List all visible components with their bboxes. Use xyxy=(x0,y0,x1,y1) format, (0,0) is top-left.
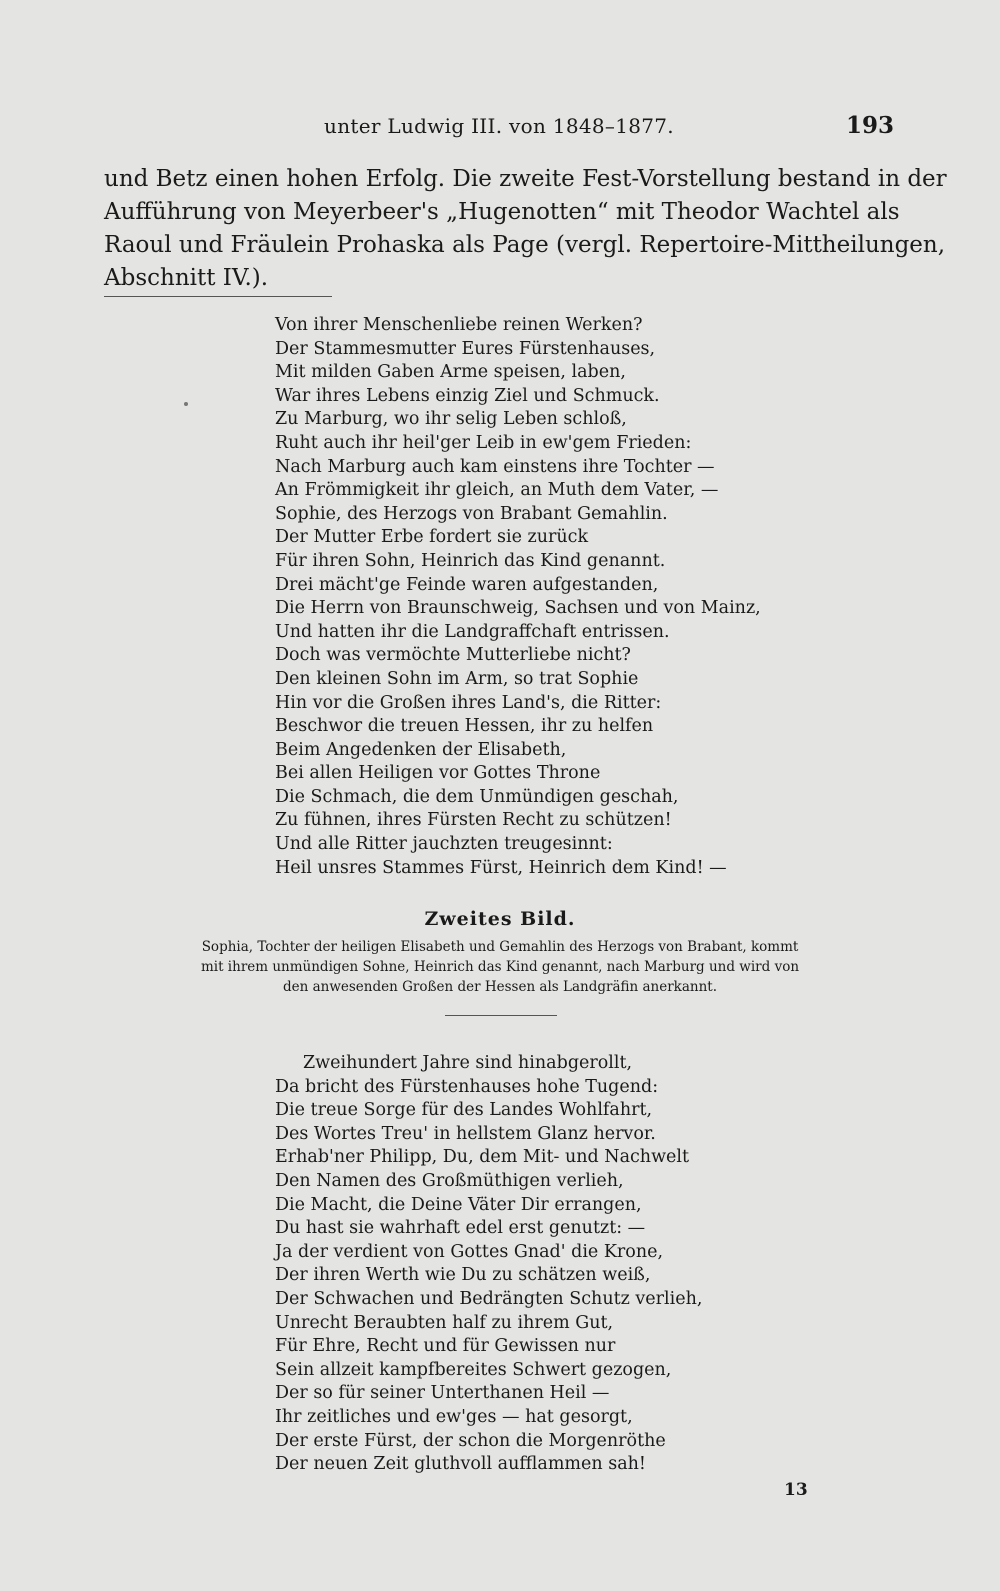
verse-line: Für ihren Sohn, Heinrich das Kind genannt. xyxy=(275,550,666,571)
verse-block-2 xyxy=(275,1052,702,1477)
verse-line: Unrecht Beraubten half zu ihrem Gut, xyxy=(275,1312,614,1333)
verse-block-1 xyxy=(275,314,761,880)
verse-line: Nach Marburg auch kam einstens ihre Tochter — xyxy=(275,456,715,477)
verse-line: Der so für seiner Unterthanen Heil — xyxy=(275,1383,610,1404)
stage-direction-line: Sophia, Tochter der heiligen Elisabeth und Gemahlin des Herzogs von Brabant, kommt xyxy=(201,939,799,955)
verse-line: Bei allen Heiligen vor Gottes Throne xyxy=(275,763,601,784)
stage-direction-line: den anwesenden Großen der Hessen als Landgräfin anerkannt. xyxy=(282,979,718,995)
verse-line: Der Mutter Erbe fordert sie zurück xyxy=(275,527,589,548)
stage-direction xyxy=(160,937,840,997)
verse-line: An Frömmigkeit ihr gleich, an Muth dem Vater, — xyxy=(275,480,719,501)
verse-line: Des Wortes Treu' in hellstem Glanz hervor. xyxy=(275,1123,656,1144)
verse-line: Hin vor die Großen ihres Land's, die Ritter: xyxy=(275,692,662,713)
verse-line: Die Herrn von Braunschweig, Sachsen und von Mainz, xyxy=(275,598,761,619)
running-title: unter Ludwig III. von 1848–1877. xyxy=(324,114,674,138)
stage-direction-line: mit ihrem unmündigen Sohne, Heinrich das Kind genannt, nach Marburg und wird von xyxy=(200,959,800,975)
verse-line: Doch was vermöchte Mutterliebe nicht? xyxy=(275,645,631,666)
running-head xyxy=(104,114,894,144)
verse-line: Von ihrer Menschenliebe reinen Werken? xyxy=(275,315,643,335)
intro-line: und Betz einen hohen Erfolg. Die zweite Fest-Vorstellung bestand in der xyxy=(104,166,947,192)
verse-line: Erhab'ner Philipp, Du, dem Mit- und Nachwelt xyxy=(275,1147,690,1168)
separator-rule xyxy=(445,1015,557,1016)
print-speck xyxy=(184,402,188,406)
verse-line: Du hast sie wahrhaft edel erst genutzt: — xyxy=(275,1218,646,1239)
verse-line: Und alle Ritter jauchzten treugesinnt: xyxy=(275,834,613,855)
verse-line: Der neuen Zeit gluthvoll aufflammen sah! xyxy=(275,1454,646,1475)
verse-line: Beim Angedenken der Elisabeth, xyxy=(275,739,567,760)
verse-line: Die Macht, die Deine Väter Dir errangen, xyxy=(275,1194,642,1215)
verse-line: Drei mächt'ge Feinde waren aufgestanden, xyxy=(275,574,659,595)
verse-line: Der Stammesmutter Eures Fürstenhauses, xyxy=(275,338,656,359)
verse-line: Den kleinen Sohn im Arm, so trat Sophie xyxy=(275,668,639,689)
verse-line: Die treue Sorge für des Landes Wohlfahrt, xyxy=(275,1100,653,1121)
verse-line: Sophie, des Herzogs von Brabant Gemahlin. xyxy=(275,503,668,524)
scene-title: Zweites Bild. xyxy=(424,908,576,930)
verse-line: Beschwor die treuen Hessen, ihr zu helfen xyxy=(275,716,654,737)
signature-mark: 13 xyxy=(784,1480,808,1500)
verse-line: Sein allzeit kampfbereites Schwert gezogen, xyxy=(275,1359,672,1380)
verse-line: War ihres Lebens einzig Ziel und Schmuck. xyxy=(275,385,660,406)
verse-line: Der erste Fürst, der schon die Morgenröthe xyxy=(275,1430,666,1451)
verse-line: Ja der verdient von Gottes Gnad' die Krone, xyxy=(275,1241,664,1262)
intro-line: Abschnitt IV.). xyxy=(104,265,269,291)
verse-line: Der ihren Werth wie Du zu schätzen weiß, xyxy=(275,1265,651,1286)
verse-line: Heil unsres Stammes Fürst, Heinrich dem Kind! — xyxy=(275,857,727,878)
verse-line: Ihr zeitliches und ew'ges — hat gesorgt, xyxy=(275,1406,633,1427)
verse-line: Zweihundert Jahre sind hinabgerollt, xyxy=(303,1053,633,1073)
verse-line: Da bricht des Fürstenhauses hohe Tugend: xyxy=(275,1076,659,1097)
intro-line: Raoul und Fräulein Prohaska als Page (vergl. Repertoire-Mittheilungen, xyxy=(104,232,946,258)
verse-line: Der Schwachen und Bedrängten Schutz verlieh, xyxy=(275,1288,703,1309)
intro-line: Aufführung von Meyerbeer's „Hugenotten“ mit Theodor Wachtel als xyxy=(104,199,900,225)
verse-line: Und hatten ihr die Landgraffchaft entrissen. xyxy=(275,621,670,642)
verse-line: Mit milden Gaben Arme speisen, laben, xyxy=(275,362,626,383)
page-number: 193 xyxy=(845,112,894,139)
intro-paragraph xyxy=(104,163,947,295)
verse-line: Den Namen des Großmüthigen verlieh, xyxy=(275,1170,624,1191)
verse-line: Ruht auch ihr heil'ger Leib in ew'gem Frieden: xyxy=(275,432,692,453)
verse-line: Für Ehre, Recht und für Gewissen nur xyxy=(275,1336,616,1357)
verse-line: Die Schmach, die dem Unmündigen geschah, xyxy=(275,786,679,807)
verse-line: Zu Marburg, wo ihr selig Leben schloß, xyxy=(275,409,627,430)
verse-line: Zu fühnen, ihres Fürsten Recht zu schützen! xyxy=(275,810,672,831)
separator-rule xyxy=(104,296,332,297)
